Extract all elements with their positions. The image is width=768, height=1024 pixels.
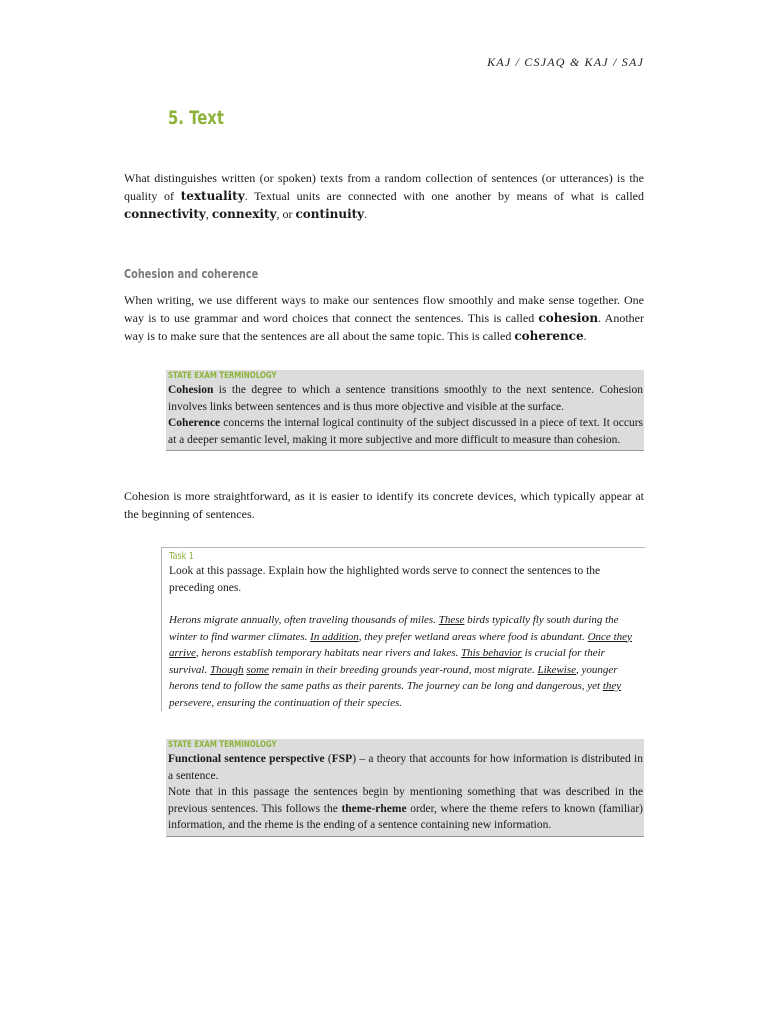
- cohesion-note-paragraph: Cohesion is more straightforward, as it is easier to identify its concrete devices, which typically appear at the beginning of sentences.: [124, 489, 644, 521]
- intro-text-2: . Textual units are connected with one another by means of what is called: [244, 189, 644, 203]
- intro-text-4: , or: [276, 207, 296, 221]
- passage-text: Herons migrate annually, often traveling thousands of miles.: [169, 614, 439, 626]
- term-connectivity: connectivity: [124, 207, 206, 221]
- intro-text-1: What distinguishes written (or spoken) texts from a random collection of sentences (or utterances) is the quality of: [124, 171, 644, 203]
- terminology-box-cohesion: [166, 370, 644, 451]
- highlighted-word: In addition: [310, 630, 359, 643]
- definition-text: ) – a theory that accounts for how information is distributed in a sentence.: [168, 753, 643, 782]
- task-label: Task 1: [169, 551, 194, 562]
- term-cohesion: cohesion: [538, 311, 599, 325]
- term-connexity: connexity: [211, 207, 277, 221]
- passage-text: birds typically fly south during the winter to find warmer climates.: [169, 614, 619, 643]
- definition-text: concerns the internal logical continuity of the subject discussed in a piece of text. It occurs at a deeper semantic level, making it more subjective and more difficult to measure than cohesion.: [168, 417, 643, 446]
- theme-rheme-note: [168, 784, 643, 834]
- highlighted-word: some: [246, 663, 269, 676]
- terminology-box-fsp: [166, 739, 644, 837]
- note-text: order, where the theme refers to known (familiar) information, and the rheme is the ending of a sentence containing new information.: [168, 802, 643, 831]
- term-continuity: continuity: [295, 207, 365, 221]
- intro-text-3: ,: [205, 207, 212, 221]
- task-passage: [169, 612, 645, 711]
- definition-text: (: [324, 753, 332, 765]
- highlighted-word: This behavior: [461, 647, 522, 659]
- box-label: STATE EXAM TERMINOLOGY: [168, 371, 277, 381]
- term-textuality: textuality: [180, 189, 245, 203]
- passage-text: persevere, ensuring the continuation of their species.: [169, 696, 402, 709]
- highlighted-word: Though: [209, 663, 244, 676]
- passage-text: remain in their breeding grounds year-round, most migrate.: [268, 663, 538, 676]
- box-label: STATE EXAM TERMINOLOGY: [168, 740, 277, 750]
- definition-fsp: [168, 751, 643, 784]
- writing-text-1: When writing, we use different ways to make our sentences flow smoothly and make sense together. One way is to use grammar and word choices that connect the sentences. This is called: [124, 293, 644, 325]
- intro-paragraph: [124, 169, 644, 223]
- writing-paragraph: [124, 291, 644, 345]
- term-theme-rheme: theme-rheme: [341, 802, 407, 815]
- definition-coherence: [168, 415, 643, 448]
- passage-text: , they prefer wetland areas where food is abundant.: [358, 630, 588, 643]
- task-instruction: Look at this passage. Explain how the highlighted words serve to connect the sentences to the preceding ones.: [169, 565, 601, 594]
- writing-text-2: . Another way is to make sure that the sentences are all about the same topic. This is called: [124, 311, 644, 343]
- term-abbreviation: FSP: [331, 753, 353, 765]
- note-text: Note that in this passage the sentences begin by mentioning something that was described in the previous sentences. This follows the: [168, 786, 643, 815]
- definition-cohesion: [168, 382, 643, 415]
- definition-text: is the degree to which a sentence transitions smoothly to the next sentence. Cohesion involves links between sentences and is thus more objective and visible at the surface.: [168, 384, 643, 413]
- term: Coherence: [168, 417, 221, 429]
- passage-text: , herons establish temporary habitats near rivers and lakes.: [195, 647, 461, 659]
- passage-text: is crucial for their survival.: [169, 647, 605, 676]
- intro-text-5: .: [364, 207, 368, 221]
- highlighted-word: they: [602, 680, 622, 692]
- section-heading: Cohesion and coherence: [124, 266, 259, 281]
- writing-text-3: .: [583, 329, 587, 343]
- term: Cohesion: [168, 384, 214, 396]
- chapter-title: 5. Text: [168, 107, 224, 129]
- highlighted-word: These: [438, 614, 465, 626]
- highlighted-word: Likewise: [537, 663, 576, 676]
- task-box: [161, 547, 645, 711]
- running-header: KAJ / CSJAQ & KAJ / SAJ: [487, 55, 644, 69]
- term-coherence: coherence: [514, 329, 584, 343]
- highlighted-word: Once they arrive: [169, 630, 632, 659]
- term: Functional sentence perspective: [168, 753, 325, 765]
- passage-text: , younger herons tend to follow the same paths as their parents. The journey can be long and dangerous, yet: [169, 663, 618, 692]
